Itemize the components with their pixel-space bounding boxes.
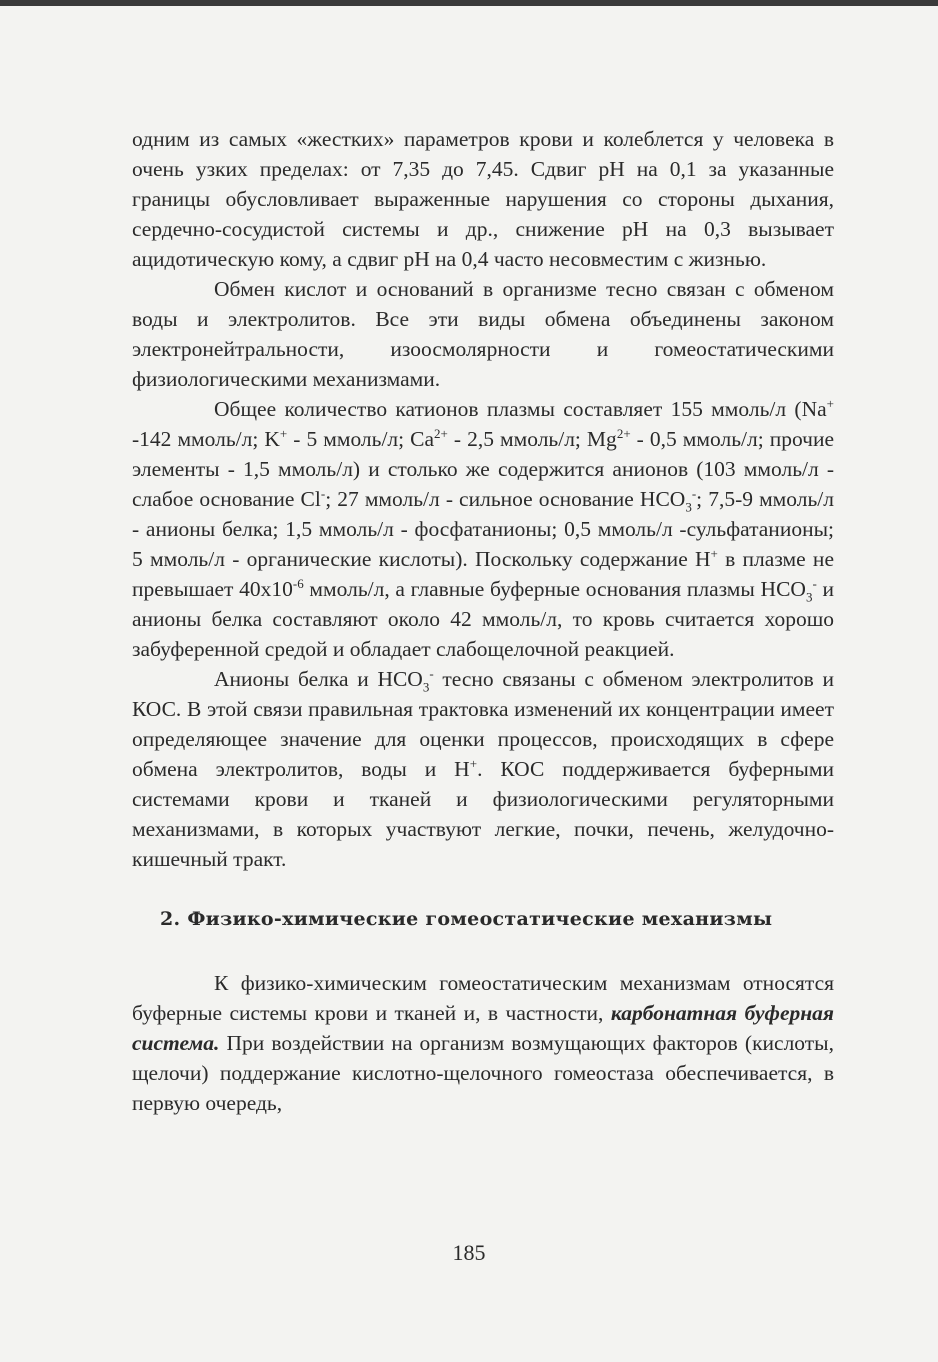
- scan-top-edge: [0, 0, 938, 6]
- paragraph-physico-chemical: [132, 968, 834, 1118]
- paragraph-plasma-ions: [132, 394, 834, 664]
- paragraph-protein-anions: [132, 664, 834, 874]
- text-segment: К физико-химическим гомеостатическим механизмам относятся буферные системы крови и тканей и, в частности,: [132, 971, 834, 1025]
- text-segment: При воздействии на организм возмущающих факторов (кислоты, щелочи) поддержание кислотно-щелочного гомеостаза обеспечивается, в первую очередь,: [132, 1031, 834, 1115]
- text-segment: ; 7,5-9 ммоль/л - анионы белка; 1,5 ммоль/л - фосфатанионы; 0,5 ммоль/л -сульфатанионы; 5 ммоль/л - органические кислоты). Поскольку содержание H: [132, 487, 834, 571]
- subscript: 3: [805, 589, 813, 605]
- text-segment: -142 ммоль/л; K: [132, 427, 280, 451]
- superscript: 2+: [616, 425, 631, 441]
- text-segment: в плазме не превышает 40x10: [132, 547, 834, 601]
- text-segment: ; 27 ммоль/л - сильное основание HCO: [325, 487, 686, 511]
- emphasis-term: карбонатная буферная система.: [132, 1001, 834, 1055]
- text-segment: - 0,5 ммоль/л; прочие элементы - 1,5 ммоль/л) и столько же содержится анионов (103 ммоль/л - слабое основание Cl: [132, 427, 835, 511]
- superscript: +: [469, 755, 478, 771]
- paragraph-ph-limits: одним из самых «жестких» параметров крови и колеблется у человека в очень узких пределах: от 7,35 до 7,45. Сдвиг pH на 0,1 за указанные границы обусловливает выраженные нарушения со стороны дыхания, сердечно-сосудистой системы и др., снижение pH на 0,3 вызывает ацидотическую кому, а сдвиг pH на 0,4 часто несовместим с жизнью.: [132, 127, 834, 271]
- text-segment: . КОС поддерживается буферными системами крови и тканей и физиологическими регуляторными механизмами, в которых участвуют легкие, почки, печень, желудочно-кишечный тракт.: [132, 757, 834, 871]
- superscript: -: [429, 665, 434, 681]
- text-segment: - 2,5 ммоль/л; Mg: [447, 427, 617, 451]
- subscript: 3: [422, 679, 430, 695]
- superscript: -6: [292, 575, 304, 591]
- superscript: +: [279, 425, 288, 441]
- text-segment: тесно связаны с обменом электролитов и КОС. В этой связи правильная трактовка изменений их концентрации имеет определяющее значение для оценки процессов, происходящих в сфере обмена электролитов, воды и H: [132, 667, 834, 781]
- subscript: 3: [685, 499, 692, 515]
- superscript: -: [812, 575, 817, 591]
- section-heading: 2. Физико-химические гомеостатические механизмы: [160, 908, 773, 930]
- text-segment: ммоль/л, а главные буферные основания плазмы HCO: [303, 577, 806, 601]
- page-body: [132, 124, 834, 1118]
- superscript: +: [826, 395, 834, 411]
- text-segment: Анионы белка и HCO: [214, 667, 423, 691]
- superscript: -: [691, 485, 697, 501]
- page-number: 185: [452, 1240, 486, 1265]
- superscript: 2+: [434, 425, 448, 441]
- paragraph-acid-base-exchange: Обмен кислот и оснований в организме тесно связан с обменом воды и электролитов. Все эти виды обмена объединены законом электронейтральности, изоосмолярности и гомеостатическими физиологическими механизмами.: [132, 277, 834, 391]
- text-segment: Общее количество катионов плазмы составляет 155 ммоль/л (Na: [214, 397, 827, 421]
- text-segment: - 5 ммоль/л; Ca: [287, 427, 435, 451]
- text-segment: и анионы белка составляют около 42 ммоль/л, то кровь считается хорошо забуференной средой и обладает слабощелочной реакцией.: [132, 577, 834, 661]
- superscript: +: [710, 545, 718, 561]
- superscript: -: [320, 485, 326, 501]
